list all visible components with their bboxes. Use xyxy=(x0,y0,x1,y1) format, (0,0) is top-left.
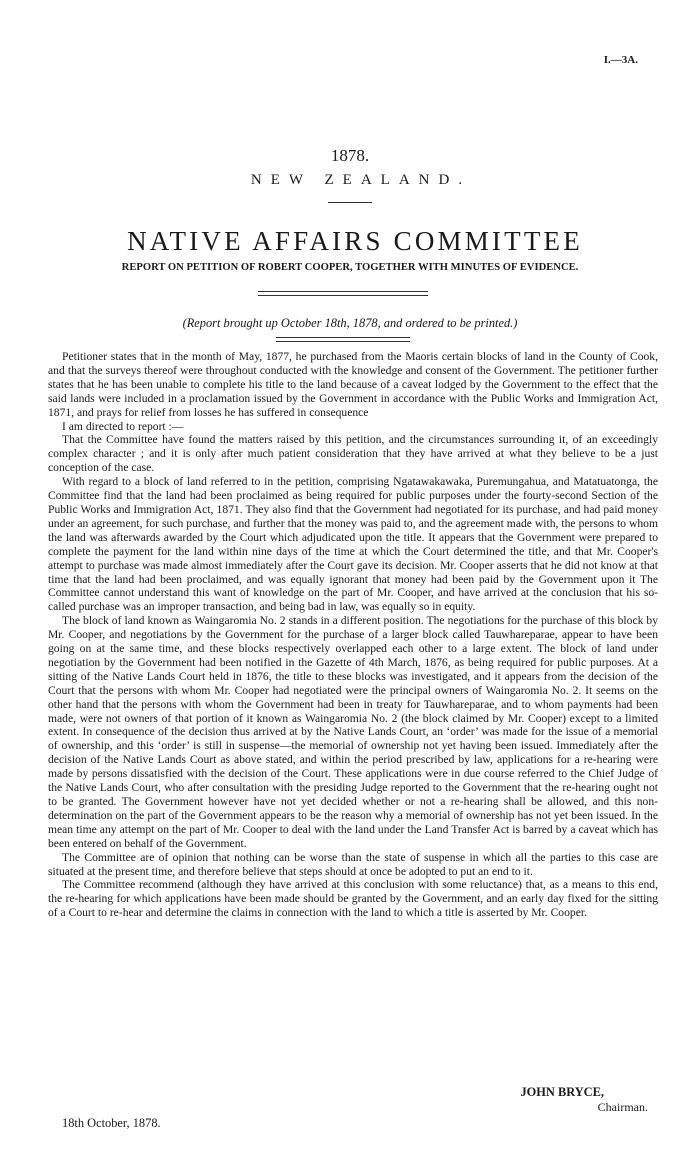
paper-reference: I.—3A. xyxy=(603,54,638,66)
paragraph: Petitioner states that in the month of May, 1877, he purchased from the Maoris certain blocks of land in the County of Cook, and that the surveys thereof were throughout conducted with the knowledge and consent of the Government. The petitioner further states that he has been unable to complete his title to the land because of a caveat lodged by the Government to the effect that the said lands were included in a proclamation issued by the Government in accordance with the Public Works and Immigration Act, 1871, and prays for relief from losses he has suffered in consequence xyxy=(48,350,658,419)
paragraph: I am directed to report :— xyxy=(62,419,184,433)
paragraph: The Committee recommend (although they have arrived at this conclusion with some reluctance) that, as a means to this end, the re-hearing for which applications have been made should be granted by the Government, and an early day fixed for the sitting of a Court to re-hear and determine the claims in connection with the land to which a title is asserted by Mr. Cooper. xyxy=(48,878,658,920)
report-body xyxy=(48,350,658,920)
year: 1878. xyxy=(330,146,370,165)
signatory-role: Chairman. xyxy=(597,1100,648,1114)
paragraph: With regard to a block of land referred to in the petition, comprising Ngatawakawaka, Puremungahua, and Matatuatonga, the Committee find that the land had been proclaimed as being required for public purposes under the fourty-second Section of the Public Works and Immigration Act, 1871. They also find that the Government had negotiated for its purchase, and had paid money under an agreement, for such purchase, and further that the money was paid to, and the agreement made with, the persons to whom the land was afterwards awarded by the Court which adjudicated upon the title. It appears that the Government were prepared to complete the payment for the land within nine days of the time at which the Court determined the title, and that Mr. Cooper's attempt to purchase was made almost immediately after the Court gave its decision. Mr. Cooper asserts that he did not know at that time that the land had been proclaimed, and was equally ignorant that money had been paid by the Government upon it The Committee cannot understand this want of knowledge on the part of Mr. Cooper, and have arrived at the conclusion that his so-called purchase was an improper transaction, and being bad in law, was equally so in equity. xyxy=(48,475,658,614)
paragraph: That the Committee have found the matters raised by this petition, and the circumstances surrounding it, of an exceedingly complex character ; and it is only after much patient consideration that they have arrived at what they believe to be a just conception of the case. xyxy=(48,433,658,475)
paragraph: The Committee are of opinion that nothing can be worse than the state of suspense in which all the parties to this case are situated at the present time, and therefore believe that steps should at once be adopted to put an end to it. xyxy=(48,850,658,878)
page-title: NATIVE AFFAIRS COMMITTEE xyxy=(127,226,583,256)
report-subtitle: REPORT ON PETITION OF ROBERT COOPER, TOGETHER WITH MINUTES OF EVIDENCE. xyxy=(121,262,579,273)
print-note: (Report brought up October 18th, 1878, and ordered to be printed.) xyxy=(182,316,518,330)
divider-rule xyxy=(276,337,410,338)
country-heading: NEW ZEALAND. xyxy=(250,172,472,188)
report-date: 18th October, 1878. xyxy=(62,1116,161,1130)
divider-rule xyxy=(328,202,372,203)
signatory-name: JOHN BRYCE, xyxy=(520,1085,604,1099)
divider-rule xyxy=(276,341,410,342)
divider-rule xyxy=(258,291,428,292)
divider-rule xyxy=(258,295,428,296)
paragraph: The block of land known as Waingaromia No. 2 stands in a different position. The negotiations for the purchase of this block by Mr. Cooper, and negotiations by the Government for the purchase of a larger block called Tauwhareparae, appear to have been going on at the same time, and these blocks respectively overlapped each other to a large extent. The block of land under negotiation by the Government had been notified in the Gazette of 4th March, 1876, as being required for public purposes. At a sitting of the Native Lands Court held in 1876, the title to these blocks was investigated, and it appears from the decision of the Court that the persons with whom Mr. Cooper had negotiated were the principal owners of Waingaromia No. 2. It seems on the other hand that the persons with whom the Government had been in treaty for Tauwhareparae, and to whom payments had been made, were not owners of that portion of it known as Waingaromia No. 2 (the block claimed by Mr. Cooper) except to a limited extent. In consequence of the decision thus arrived at by the Native Lands Court, an ‘order’ was made for the issue of a memorial of ownership, and this ‘order’ is still in suspense—the memorial of ownership not yet having been issued. Immediately after the decision of the Native Lands Court as above stated, and within the period prescribed by law, applications for a re-hearing were made by persons dissatisfied with the decision of the Court. These applications were in due course referred to the Chief Judge of the Native Lands Court, who after consultation with the presiding Judge reported to the Government that the re-hearing ought not to be granted. The Government however have not yet decided whether or not a re-hearing shall be allowed, and this non-determination on the part of the Government appears to be the reason why a memorial of ownership has not yet been issued. In the mean time any attempt on the part of Mr. Cooper to deal with the land under the Land Transfer Act is barred by a caveat which has been entered on behalf of the Government. xyxy=(48,614,658,850)
